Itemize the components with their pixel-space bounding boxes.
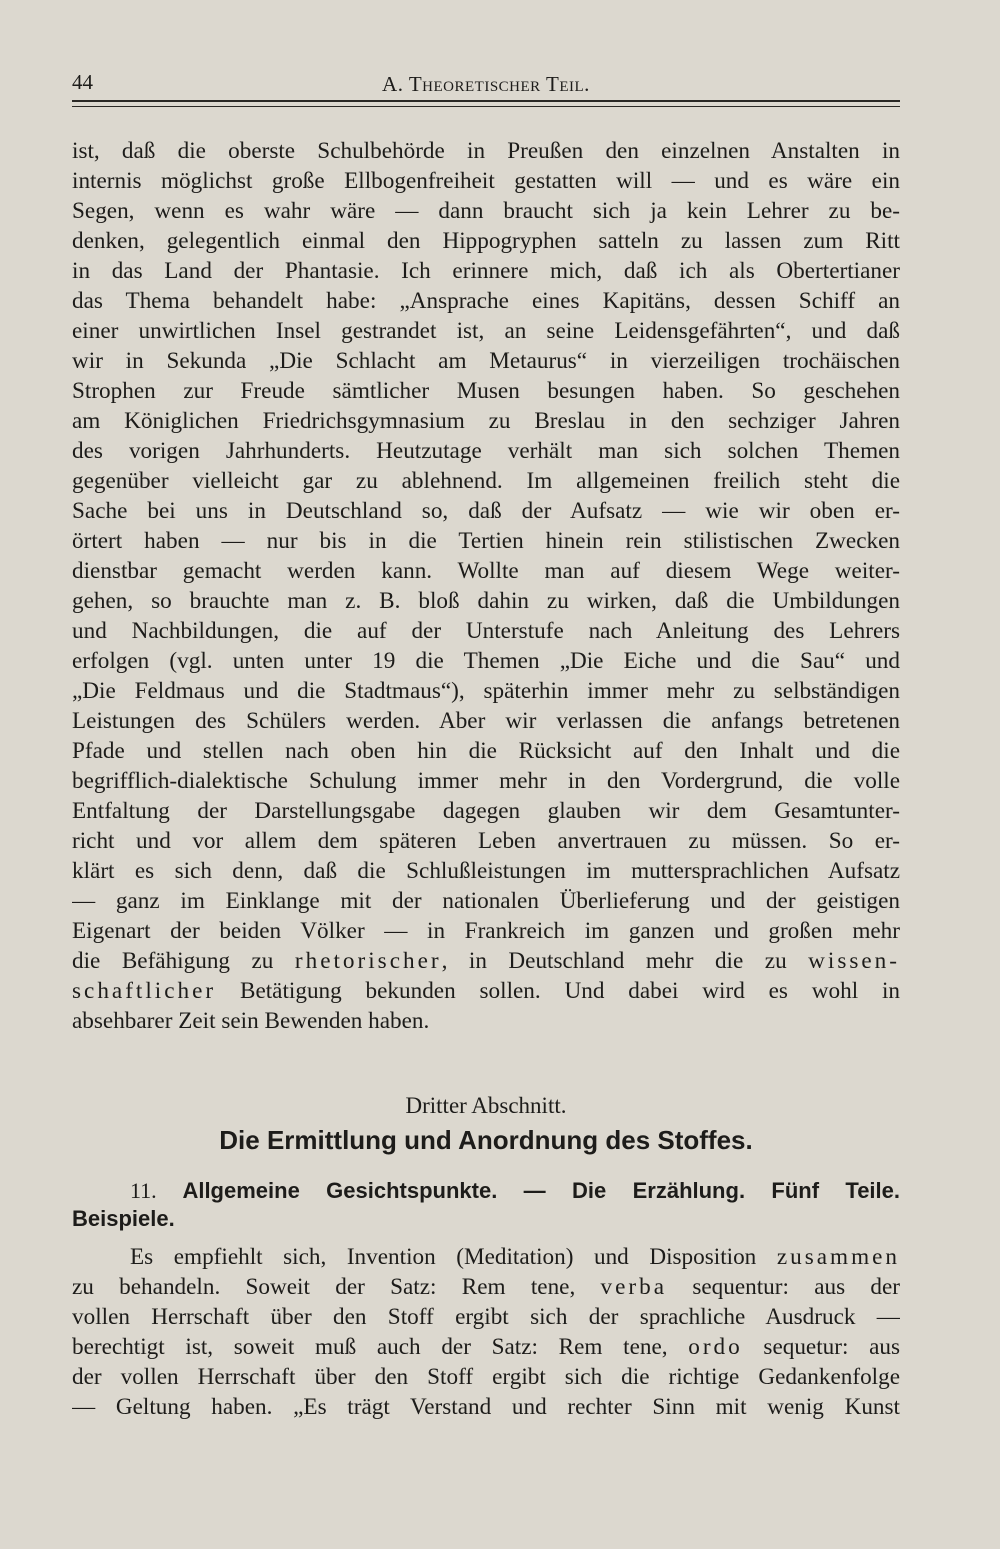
text-line: örtert haben — nur bis in die Tertien hinein rein stilistischen Zwecken bbox=[72, 528, 900, 554]
text-line: das Thema behandelt habe: „Ansprache eines Kapitäns, dessen Schiff an bbox=[72, 288, 900, 314]
body-paragraph-1 bbox=[72, 136, 900, 1036]
text-line: klärt es sich denn, daß die Schlußleistungen im muttersprachlichen Aufsatz bbox=[72, 858, 900, 884]
spaced-emphasis: verba bbox=[600, 1274, 668, 1300]
text-line: richt und vor allem dem späteren Leben anvertrauen zu müssen. So er- bbox=[72, 828, 900, 854]
spaced-emphasis: wissen- bbox=[808, 948, 900, 974]
text-line: ist, daß die oberste Schulbehörde in Preußen den einzelnen Anstalten in bbox=[72, 138, 900, 164]
text-line: Leistungen des Schülers werden. Aber wir verlassen die anfangs betretenen bbox=[72, 708, 900, 734]
text-run: berechtigt ist, soweit muß auch der Satz: Rem tene, bbox=[72, 1334, 689, 1360]
text-line: vollen Herrschaft über den Stoff ergibt sich der sprachliche Ausdruck — bbox=[72, 1304, 900, 1330]
text-line: und Nachbildungen, die auf der Unterstufe nach Anleitung des Lehrers bbox=[72, 618, 900, 644]
subsection-title: Allgemeine Gesichtspunkte. — Die Erzählung. Fünf Teile. bbox=[182, 1178, 901, 1203]
text-run: , in Deutschland mehr die zu bbox=[441, 948, 809, 974]
text-line: Eigenart der beiden Völker — in Frankreich im ganzen und großen mehr bbox=[72, 918, 900, 944]
text-run: sequentur: aus der bbox=[667, 1274, 900, 1300]
text-line: Pfade und stellen nach oben hin die Rücksicht auf den Inhalt und die bbox=[72, 738, 900, 764]
text-line: gegenüber vielleicht gar zu ablehnend. Im allgemeinen freilich steht die bbox=[72, 468, 900, 494]
text-line: gehen, so brauchte man z. B. bloß dahin zu wirken, daß die Umbildungen bbox=[72, 588, 900, 614]
text-line: internis möglichst große Ellbogenfreiheit gestatten will — und es wäre ein bbox=[72, 168, 900, 194]
text-line: der vollen Herrschaft über den Stoff ergibt sich die richtige Gedankenfolge bbox=[72, 1364, 900, 1390]
text-line: begrifflich-dialektische Schulung immer mehr in den Vordergrund, die volle bbox=[72, 768, 900, 794]
text-line bbox=[72, 1242, 900, 1272]
text-line: Strophen zur Freude sämtlicher Musen besungen haben. So geschehen bbox=[72, 378, 900, 404]
text-run: Es empfiehlt sich, Invention (Meditation) und Disposition bbox=[130, 1244, 777, 1270]
text-run: Betätigung bekunden sollen. Und dabei wird es wohl in bbox=[216, 978, 900, 1004]
subsection-heading-line bbox=[72, 1205, 900, 1233]
subsection-heading-line bbox=[72, 1177, 900, 1205]
text-line: erfolgen (vgl. unten unter 19 die Themen „Die Eiche und die Sau“ und bbox=[72, 648, 900, 674]
text-line: Segen, wenn es wahr wäre — dann braucht sich ja kein Lehrer zu be- bbox=[72, 198, 900, 224]
page-header bbox=[72, 70, 900, 96]
text-line: wir in Sekunda „Die Schlacht am Metaurus“ in vierzeiligen trochäischen bbox=[72, 348, 900, 374]
spaced-emphasis: ordo bbox=[688, 1334, 743, 1360]
text-line: in das Land der Phantasie. Ich erinnere mich, daß ich als Obertertianer bbox=[72, 258, 900, 284]
text-line: des vorigen Jahrhunderts. Heutzutage verhält man sich solchen Themen bbox=[72, 438, 900, 464]
text-line: „Die Feldmaus und die Stadtmaus“), späterhin immer mehr zu selbständigen bbox=[72, 678, 900, 704]
text-line: einer unwirtlichen Insel gestrandet ist, an seine Leidensgefährten“, und daß bbox=[72, 318, 900, 344]
text-run: sequetur: aus bbox=[742, 1334, 900, 1360]
subsection-number: 11. bbox=[130, 1178, 157, 1203]
text-run: zu behandeln. Soweit der Satz: Rem tene, bbox=[72, 1274, 601, 1300]
text-line bbox=[72, 946, 900, 976]
spaced-emphasis: zusammen bbox=[776, 1244, 900, 1270]
text-line: dienstbar gemacht werden kann. Wollte man auf diesem Wege weiter- bbox=[72, 558, 900, 584]
subsection-heading bbox=[72, 1177, 900, 1233]
text-line bbox=[72, 1332, 900, 1362]
text-line: Sache bei uns in Deutschland so, daß der Aufsatz — wie wir oben er- bbox=[72, 498, 900, 524]
text-line: — Geltung haben. „Es trägt Verstand und rechter Sinn mit wenig Kunst bbox=[72, 1394, 900, 1420]
spaced-emphasis: schaftlicher bbox=[72, 978, 217, 1004]
text-line: absehbarer Zeit sein Bewenden haben. bbox=[72, 1008, 430, 1034]
header-rule bbox=[72, 100, 900, 107]
spaced-emphasis: rhetorischer bbox=[294, 948, 442, 974]
page-number: 44 bbox=[72, 70, 93, 94]
subsection-title-continued: Beispiele. bbox=[72, 1206, 175, 1231]
text-line: denken, gelegentlich einmal den Hippogryphen satteln zu lassen zum Ritt bbox=[72, 228, 900, 254]
text-line bbox=[72, 1272, 900, 1302]
text-run: die Befähigung zu bbox=[72, 948, 295, 974]
text-line: Entfaltung der Darstellungsgabe dagegen glauben wir dem Gesamtunter- bbox=[72, 798, 900, 824]
text-line: — ganz im Einklange mit der nationalen Überlieferung und der geistigen bbox=[72, 888, 900, 914]
text-line bbox=[72, 976, 900, 1006]
running-head: A. Theoretischer Teil. bbox=[382, 72, 590, 96]
section-label: Dritter Abschnitt. bbox=[405, 1093, 567, 1118]
body-paragraph-2 bbox=[72, 1242, 900, 1422]
text-line: am Königlichen Friedrichsgymnasium zu Breslau in den sechziger Jahren bbox=[72, 408, 900, 434]
chapter-title: Die Ermittlung und Anordnung des Stoffes. bbox=[219, 1125, 753, 1155]
